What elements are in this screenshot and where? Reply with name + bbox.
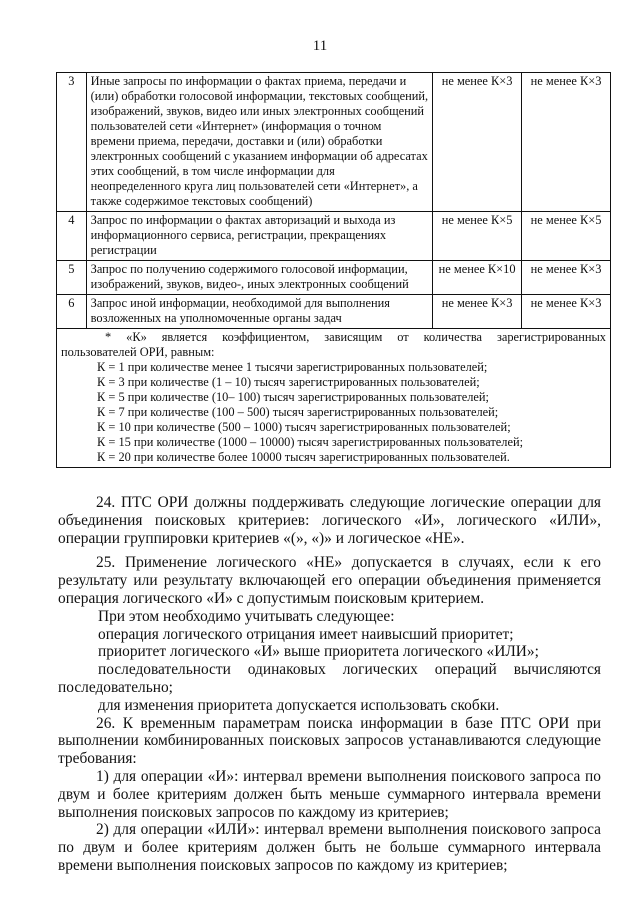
- note-line: К = 10 при количестве (500 – 1000) тысяч зарегистрированных пользователей;: [97, 420, 511, 434]
- cell-number: 3: [57, 73, 87, 212]
- table-row: [57, 212, 611, 261]
- note-line: К = 5 при количестве (10– 100) тысяч зарегистрированных пользователей;: [97, 390, 489, 404]
- note-line: К = 15 при количестве (1000 – 10000) тысяч зарегистрированных пользователей;: [97, 435, 524, 449]
- table-row: [57, 261, 611, 295]
- table-row: [57, 73, 611, 212]
- note-first-line: * «К» является коэффициентом, зависящим от количества зарегистрированных: [105, 330, 606, 344]
- coefficient-note: [57, 329, 611, 468]
- note-continuation: пользователей ОРИ, равным:: [61, 345, 215, 359]
- paragraph-25-item-d: для изменения приоритета допускается использовать скобки.: [98, 696, 500, 714]
- table-row: [57, 295, 611, 329]
- note-line: К = 3 при количестве (1 – 10) тысяч зарегистрированных пользователей;: [97, 375, 480, 389]
- cell-number: 6: [57, 295, 87, 329]
- paragraph-26: 26. К временным параметрам поиска информации в базе ПТС ОРИ при выполнении комбинированных поисковых запросов устанавливаются следующие требования:: [58, 714, 601, 768]
- paragraph-25-item-c: последовательности одинаковых логических операций вычисляются последовательно;: [58, 661, 601, 696]
- cell-coefficient-2: не менее К×3: [522, 261, 611, 295]
- cell-coefficient-1: не менее К×5: [433, 212, 522, 261]
- note-line: К = 20 при количестве более 10000 тысяч зарегистрированных пользователей.: [97, 450, 510, 464]
- page-number: 11: [312, 38, 328, 54]
- cell-coefficient-2: не менее К×3: [522, 295, 611, 329]
- cell-coefficient-1: не менее К×3: [433, 295, 522, 329]
- paragraph-25: 25. Применение логического «НЕ» допускается в случаях, если к его результату или результату включающей его операции объединения применяется операция логического «И» с допустимым поисковым критерием.: [58, 554, 601, 607]
- paragraph-25-item-a: операция логического отрицания имеет наивысший приоритет;: [98, 625, 514, 643]
- cell-coefficient-2: не менее К×5: [522, 212, 611, 261]
- paragraph-26-item-2: 2) для операции «ИЛИ»: интервал времени выполнения поискового запроса по двум и более критериям должен быть не больше суммарного интервала времени выполнения поисковых запросов по каждому из критериев;: [58, 821, 601, 874]
- cell-number: 4: [57, 212, 87, 261]
- paragraph-25-item-b: приоритет логического «И» выше приоритета логического «ИЛИ»;: [98, 643, 539, 661]
- document-body: [58, 494, 601, 875]
- cell-description: Запрос по информации о фактах авторизаций и выхода из информационного сервиса, регистрации, прекращениях регистрации: [86, 212, 433, 261]
- paragraph-25-intro: При этом необходимо учитывать следующее:: [98, 607, 395, 625]
- cell-description: Запрос по получению содержимого голосовой информации, изображений, звуков, видео-, иных электронных сообщений: [86, 261, 433, 295]
- requirements-table: [56, 72, 611, 468]
- cell-coefficient-1: не менее К×3: [433, 73, 522, 212]
- paragraph-26-item-1: 1) для операции «И»: интервал времени выполнения поискового запроса по двум и более критериям должен быть меньше суммарного интервала времени выполнения поисковых запросов по каждому из критериев;: [58, 767, 601, 821]
- paragraph-24: 24. ПТС ОРИ должны поддерживать следующие логические операции для объединения поисковых критериев: логического «И», логического «ИЛИ», операции группировки критериев «(», «)» и логическое «НЕ».: [58, 494, 601, 547]
- cell-coefficient-2: не менее К×3: [522, 73, 611, 212]
- note-line: К = 1 при количестве менее 1 тысячи зарегистрированных пользователей;: [97, 360, 488, 374]
- cell-coefficient-1: не менее К×10: [433, 261, 522, 295]
- cell-description: Иные запросы по информации о фактах приема, передачи и (или) обработки голосовой информации, текстовых сообщений, изображений, звуков, видео или иных электронных сообщений пользователей сети «Интернет» (информация о точном времени приема, передачи, доставки и (или) обработки электронных сообщений с указанием информации об адресатах этих сообщений, в том числе информации для неопределенного круга лиц пользователей сети «Интернет», а также содержимое текстовых сообщений): [86, 73, 433, 212]
- cell-number: 5: [57, 261, 87, 295]
- cell-description: Запрос иной информации, необходимой для выполнения возложенных на уполномоченные органы задач: [86, 295, 433, 329]
- note-line: К = 7 при количестве (100 – 500) тысяч зарегистрированных пользователей;: [97, 405, 499, 419]
- table-notes-row: [57, 329, 611, 468]
